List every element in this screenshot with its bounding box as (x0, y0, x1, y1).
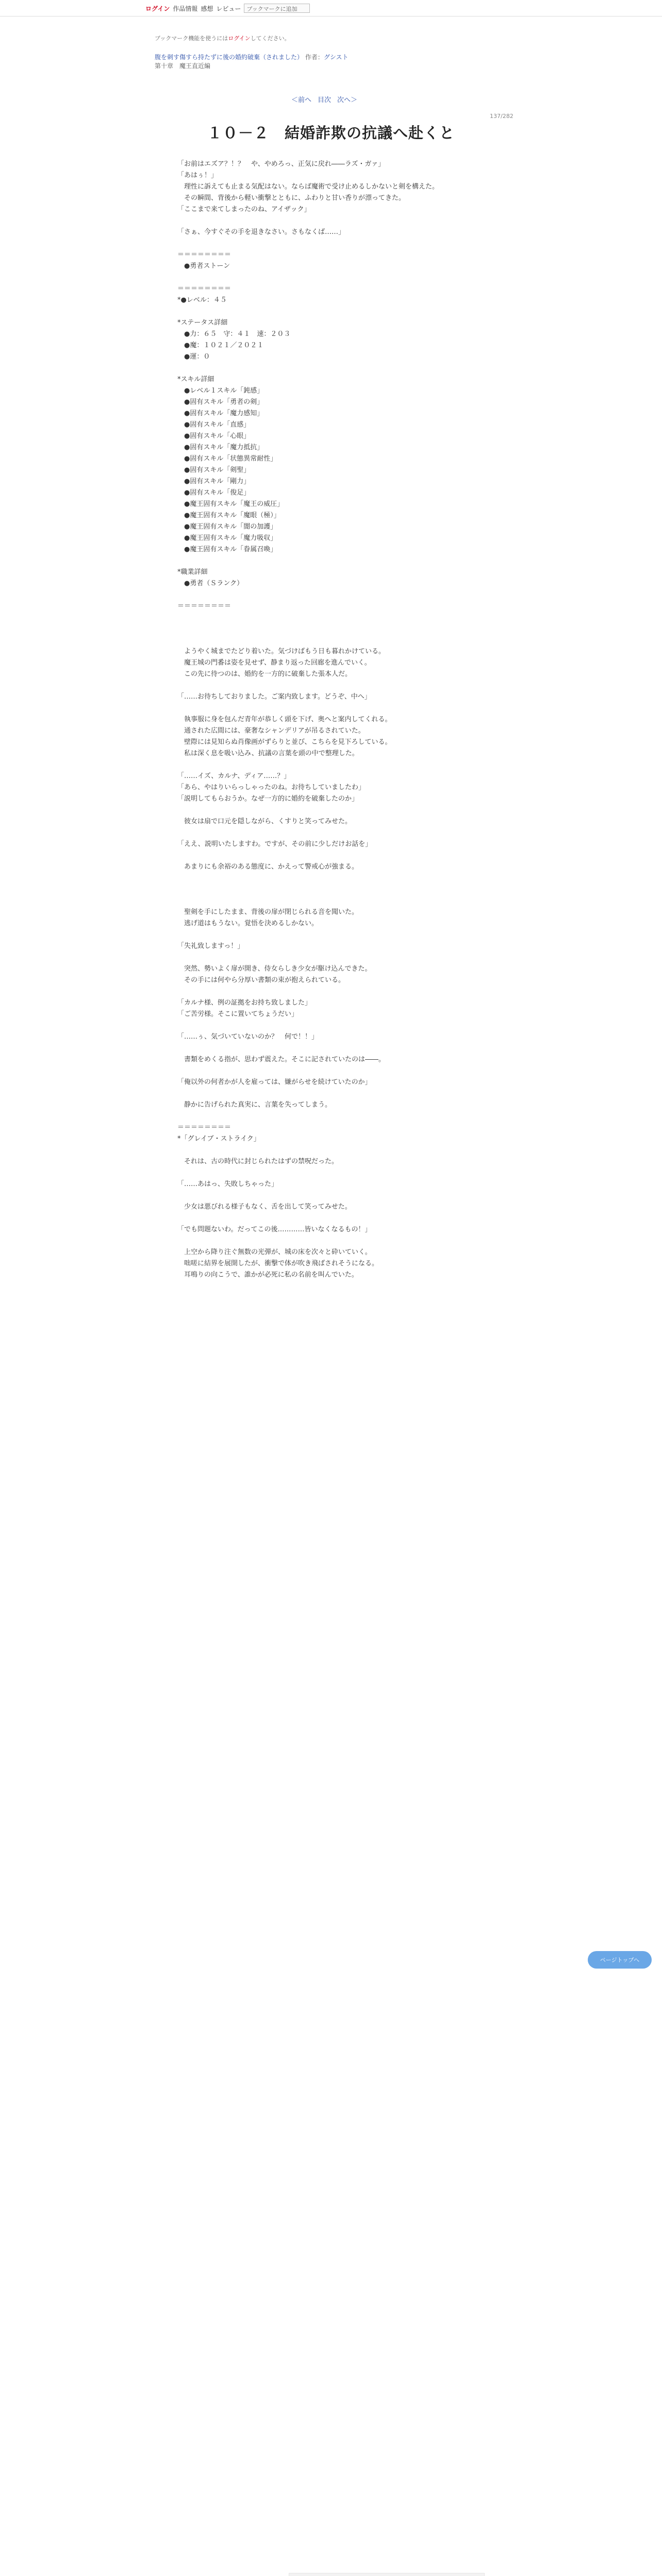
toc-link[interactable]: 目次 (318, 96, 332, 104)
body-paragraph (177, 363, 487, 374)
body-paragraph: 咄嗟に結界を展開したが、衝撃で体が吹き飛ばされそうになる。 (177, 1260, 379, 1267)
body-paragraph: 「ご苦労様。そこに置いてちょうだい」 (177, 1010, 299, 1018)
body-paragraph: ●魔王固有スキル「眷属召喚」 (177, 546, 277, 553)
body-paragraph: 「俺以外の何者かが人を雇っては、嫌がらせを続けていたのか」 (177, 1078, 372, 1086)
tab-impressions[interactable]: 感想 (201, 5, 213, 12)
chapter-group: 第十章 魔王直近編 (155, 62, 211, 70)
body-paragraph (177, 612, 487, 623)
body-paragraph (177, 1213, 487, 1224)
body-paragraph (177, 555, 487, 567)
body-paragraph: *ステータス詳細 (177, 319, 228, 327)
body-paragraph (177, 1043, 487, 1054)
body-paragraph (177, 805, 487, 816)
body-paragraph: *●レベル：４５ (177, 296, 227, 304)
body-paragraph (177, 589, 487, 601)
body-paragraph: ●魔：１０２１／２０２１ (177, 342, 264, 349)
body-paragraph (177, 238, 487, 249)
body-paragraph: ●固有スキル「剣聖」 (177, 466, 251, 474)
body-paragraph (177, 1111, 487, 1122)
body-paragraph: 耳鳴りの向こうで、誰かが必死に私の名前を叫んでいた。 (177, 1271, 358, 1279)
body-paragraph (177, 873, 487, 884)
body-paragraph: ●運：０ (177, 353, 210, 361)
body-paragraph (177, 1235, 487, 1247)
body-paragraph (177, 1020, 487, 1031)
body-paragraph: 理性に訴えても止まる気配はない。ならば魔術で受け止めるしかないと剣を構えた。 (177, 183, 439, 191)
body-paragraph: 私は深く息を吸い込み、抗議の言葉を頭の中で整理した。 (177, 750, 359, 757)
body-paragraph: ●固有スキル「心眼」 (177, 432, 251, 440)
body-paragraph: ●魔王固有スキル「魔眼（極）」 (177, 512, 280, 519)
body-paragraph (177, 635, 487, 646)
body-paragraph (177, 680, 487, 691)
top-bar (0, 0, 662, 16)
body-paragraph (177, 759, 487, 771)
author-link[interactable]: グシスト (323, 54, 349, 61)
page-count: 137/282 (490, 113, 514, 120)
body-paragraph: ●固有スキル「直感」 (177, 421, 251, 429)
body-paragraph: *スキル詳細 (177, 376, 214, 383)
body-paragraph: ようやく城までたどり着いた。気づけばもう日も暮れかけている。 (177, 648, 386, 655)
body-paragraph (177, 215, 487, 227)
body-paragraph: ＝＝＝＝＝＝＝＝ (177, 285, 231, 293)
body-paragraph: 魔王城の門番は姿を見せず、静まり返った回廊を進んでいく。 (177, 659, 371, 667)
body-paragraph: 逃げ道はもうない。覚悟を決めるしかない。 (177, 920, 319, 927)
body-paragraph: 「あら、やはりいらっしゃったのね。お待ちしていましたわ」 (177, 784, 366, 791)
body-paragraph (177, 952, 487, 963)
body-paragraph: 「カルナ様、例の証拠をお持ち致しました」 (177, 999, 312, 1007)
bookmark-add-button[interactable]: ブックマークに追加 (244, 4, 310, 13)
notice-prefix: ブックマーク機能を使うには (155, 35, 228, 42)
body-paragraph: 通された広間には、豪奢なシャンデリアが吊るされていた。 (177, 727, 365, 735)
notice-suffix: してください。 (250, 35, 290, 42)
body-paragraph: この先に待つのは、婚約を一方的に破棄した張本人だ。 (177, 670, 352, 678)
bookmark-notice (155, 34, 290, 42)
body-paragraph: 彼女は扇で口元を隠しながら、くすりと笑ってみせた。 (177, 818, 352, 825)
body-paragraph (177, 623, 487, 635)
body-paragraph: 「……ぅ、気づいていないのか？ 何で！！」 (177, 1033, 319, 1041)
body-paragraph: ●魔王固有スキル「闇の加護」 (177, 523, 277, 531)
series-link[interactable]: 腹を刺す傷すら持たずに (155, 54, 223, 61)
body-paragraph (177, 1088, 487, 1099)
body-paragraph: ●魔王固有スキル「魔力吸収」 (177, 534, 277, 542)
tab-work-info[interactable]: 作品情報 (173, 5, 198, 12)
body-paragraph: あまりにも余裕のある態度に、かえって警戒心が強まる。 (177, 863, 359, 871)
top-nav (145, 4, 310, 13)
body-paragraph: ●魔王固有スキル「魔王の威圧」 (177, 500, 284, 508)
body-paragraph: 少女は悪びれる様子もなく、舌を出して笑ってみせた。 (177, 1203, 352, 1211)
body-paragraph (177, 306, 487, 317)
notice-login-link[interactable]: ログイン (228, 35, 251, 42)
page-top-button[interactable]: ページトップへ (588, 1951, 652, 1969)
body-paragraph (177, 827, 487, 839)
body-paragraph: その手には何やら分厚い書類の束が抱えられている。 (177, 976, 345, 984)
body-paragraph: ●レベル１スキル「鈍感」 (177, 387, 264, 395)
body-paragraph: ＝＝＝＝＝＝＝＝ (177, 251, 231, 259)
body-paragraph: それは、古の時代に封じられたはずの禁呪だった。 (177, 1158, 339, 1165)
body-paragraph (177, 1190, 487, 1201)
prev-link[interactable]: ＜前へ (291, 96, 312, 104)
rating-box (289, 2573, 485, 2576)
chapter-body (177, 159, 487, 1281)
body-paragraph: 書類をめくる指が、思わず震えた。そこに記されていたのは――。 (177, 1056, 386, 1063)
body-paragraph: 壁際には見知らぬ肖像画がずらりと並び、こちらを見下ろしている。 (177, 738, 392, 746)
tab-reviews[interactable]: レビュー (216, 5, 241, 12)
body-paragraph: 静かに告げられた真実に、言葉を失ってしまう。 (177, 1101, 332, 1109)
body-paragraph: ＝＝＝＝＝＝＝＝ (177, 602, 231, 610)
body-paragraph (177, 895, 487, 907)
body-paragraph: ＝＝＝＝＝＝＝＝ (177, 1124, 231, 1131)
body-paragraph (177, 1065, 487, 1077)
body-paragraph: 「お前はエズア？！？ や、やめろっ、正気に戻れ――ラズ・ガァ」 (177, 160, 385, 168)
author-prefix: 作者： (305, 54, 324, 61)
body-paragraph: *職業詳細 (177, 568, 208, 576)
body-paragraph: ●固有スキル「状態異常耐性」 (177, 455, 277, 463)
body-paragraph: 「失礼致しますっ！」 (177, 942, 244, 950)
body-paragraph: ●勇者（Ｓランク） (177, 580, 244, 587)
series-title: 後の婚約破棄（されました） (223, 54, 304, 61)
body-paragraph: ●力：６５ 守：４１ 速：２０３ (177, 330, 291, 338)
body-paragraph (177, 884, 487, 895)
body-paragraph (177, 850, 487, 861)
body-paragraph: 突然、勢いよく扉が開き、侍女らしき少女が駆け込んできた。 (177, 965, 372, 973)
body-paragraph: 「……お待ちしておりました。ご案内致します。どうぞ、中へ」 (177, 693, 371, 701)
body-paragraph: ●固有スキル「魔力感知」 (177, 410, 264, 417)
body-paragraph: 「……あはっ、失敗しちゃった」 (177, 1180, 278, 1188)
next-link[interactable]: 次へ＞ (337, 96, 358, 104)
body-paragraph: その瞬間、背後から軽い衝撃とともに、ふわりと甘い香りが漂ってきた。 (177, 194, 406, 202)
body-paragraph: ●固有スキル「魔力抵抗」 (177, 444, 264, 451)
body-paragraph: 上空から降り注ぐ無数の光弾が、城の床を次々と砕いていく。 (177, 1248, 372, 1256)
body-paragraph: 「説明してもらおうか。なぜ一方的に婚約を破棄したのか」 (177, 795, 359, 803)
body-paragraph (177, 929, 487, 941)
body-paragraph: 「さぁ、今すぐその手を退きなさい。さもなくば……」 (177, 228, 345, 236)
body-paragraph: 執事服に身を包んだ青年が恭しく頭を下げ、奥へと案内してくれる。 (177, 716, 392, 723)
body-paragraph: 聖剣を手にしたまま、背後の扉が閉じられる音を聞いた。 (177, 908, 359, 916)
body-paragraph: ●固有スキル「俊足」 (177, 489, 251, 497)
body-paragraph: 「……イズ、カルナ、ディア……？」 (177, 772, 291, 780)
body-paragraph: ●固有スキル「勇者の剣」 (177, 398, 264, 406)
body-paragraph: ●勇者ストーン (177, 262, 230, 270)
body-paragraph: 「ええ、説明いたしますわ。ですが、その前に少しだけお話を」 (177, 840, 372, 848)
body-paragraph: 「あはぅ！」 (177, 172, 218, 179)
body-paragraph (177, 703, 487, 714)
chapter-title: １０－２ 結婚詐欺の抗議へ赴くと (207, 124, 455, 142)
breadcrumb (155, 53, 349, 71)
body-paragraph (177, 986, 487, 997)
body-paragraph (177, 1167, 487, 1179)
body-paragraph (177, 272, 487, 283)
body-paragraph: ●固有スキル「剛力」 (177, 478, 251, 485)
body-paragraph: 「でも問題ないわ。だってこの後…………皆いなくなるもの！」 (177, 1226, 372, 1233)
body-paragraph: *「グレイブ・ストライク」 (177, 1135, 260, 1143)
body-paragraph: 「ここまで来てしまったのね、アイザック」 (177, 206, 311, 213)
pager-top (291, 94, 357, 104)
body-paragraph (177, 1145, 487, 1156)
login-link[interactable]: ログイン (145, 5, 170, 12)
